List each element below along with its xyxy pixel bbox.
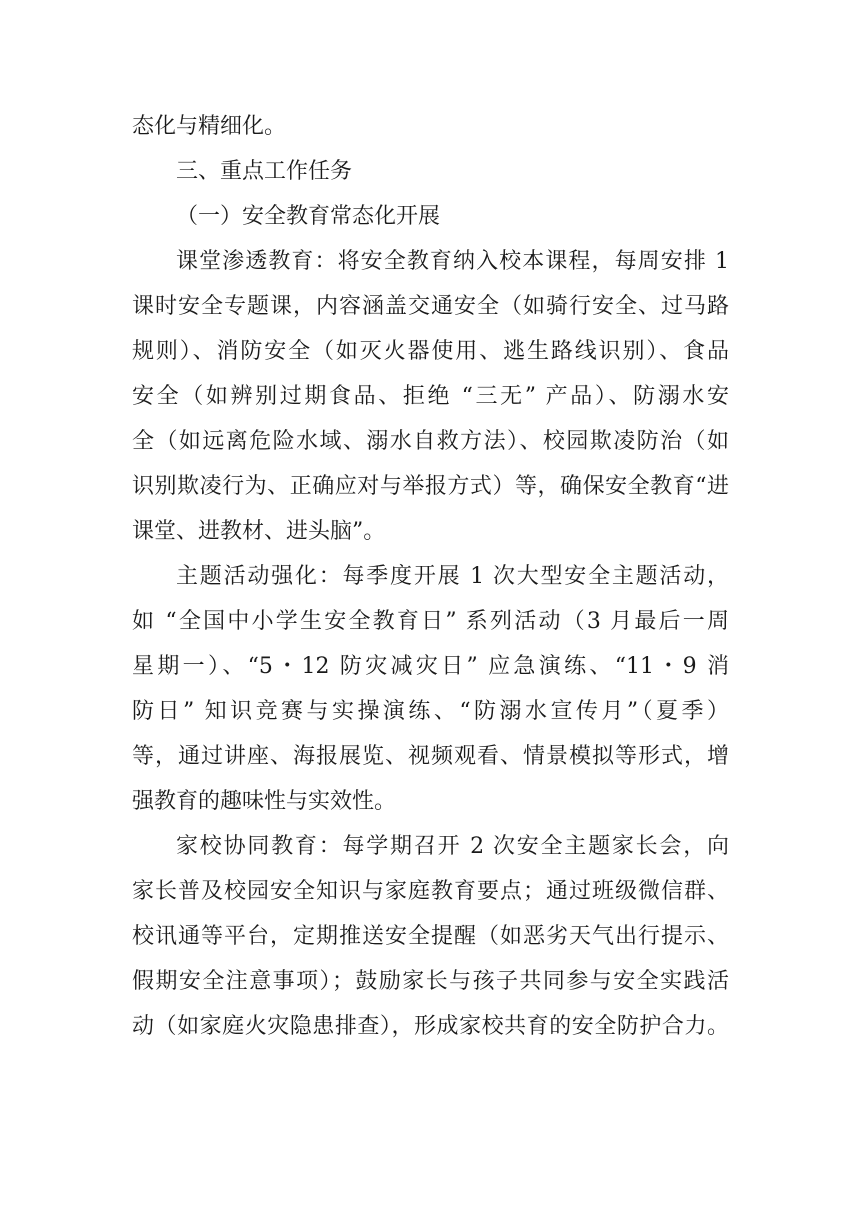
paragraph-line: 课时安全专题课，内容涵盖交通安全（如骑行安全、过马路 xyxy=(132,294,729,319)
section-heading: 三、重点工作任务 xyxy=(176,159,353,184)
paragraph-line: 规则）、消防安全（如灭火器使用、逃生路线识别）、食品 xyxy=(132,339,729,364)
paragraph-line: 校讯通等平台，定期推送安全提醒（如恶劣天气出行提示、 xyxy=(132,924,729,949)
paragraph-line: 等，通过讲座、海报展览、视频观看、情景模拟等形式，增 xyxy=(132,744,729,769)
paragraph-line: 防日” 知识竞赛与实操演练、“防溺水宣传月”（夏季） xyxy=(132,699,729,724)
carryover-line: 态化与精细化。 xyxy=(132,114,287,139)
paragraph-line: 假期安全注意事项）；鼓励家长与孩子共同参与安全实践活 xyxy=(132,969,729,994)
paragraph-line: 安全（如辨别过期食品、拒绝 “三无” 产品）、防溺水安 xyxy=(132,384,729,409)
paragraph-line: 家校协同教育：每学期召开 2 次安全主题家长会，向 xyxy=(176,834,729,859)
paragraph-line: 课堂渗透教育：将安全教育纳入校本课程，每周安排 1 xyxy=(176,249,729,274)
paragraph-line: 强教育的趣味性与实效性。 xyxy=(132,789,397,814)
paragraph-line: 全（如远离危险水域、溺水自救方法）、校园欺凌防治（如 xyxy=(132,429,729,454)
paragraph-line: 家长普及校园安全知识与家庭教育要点；通过班级微信群、 xyxy=(132,879,729,904)
paragraph-line: 星期一）、“5・12 防灾减灾日” 应急演练、“11・9 消 xyxy=(132,654,729,679)
paragraph-line: 课堂、进教材、进头脑”。 xyxy=(132,519,386,544)
paragraph-line: 如 “全国中小学生安全教育日” 系列活动（3 月最后一周 xyxy=(132,609,729,634)
paragraph-line: 动（如家庭火灾隐患排查），形成家校共育的安全防护合力。 xyxy=(132,1014,729,1039)
paragraph-line: 主题活动强化：每季度开展 1 次大型安全主题活动， xyxy=(176,564,729,589)
paragraph-line: 识别欺凌行为、正确应对与举报方式）等，确保安全教育“进 xyxy=(132,474,729,499)
subsection-heading: （一）安全教育常态化开展 xyxy=(176,204,441,229)
